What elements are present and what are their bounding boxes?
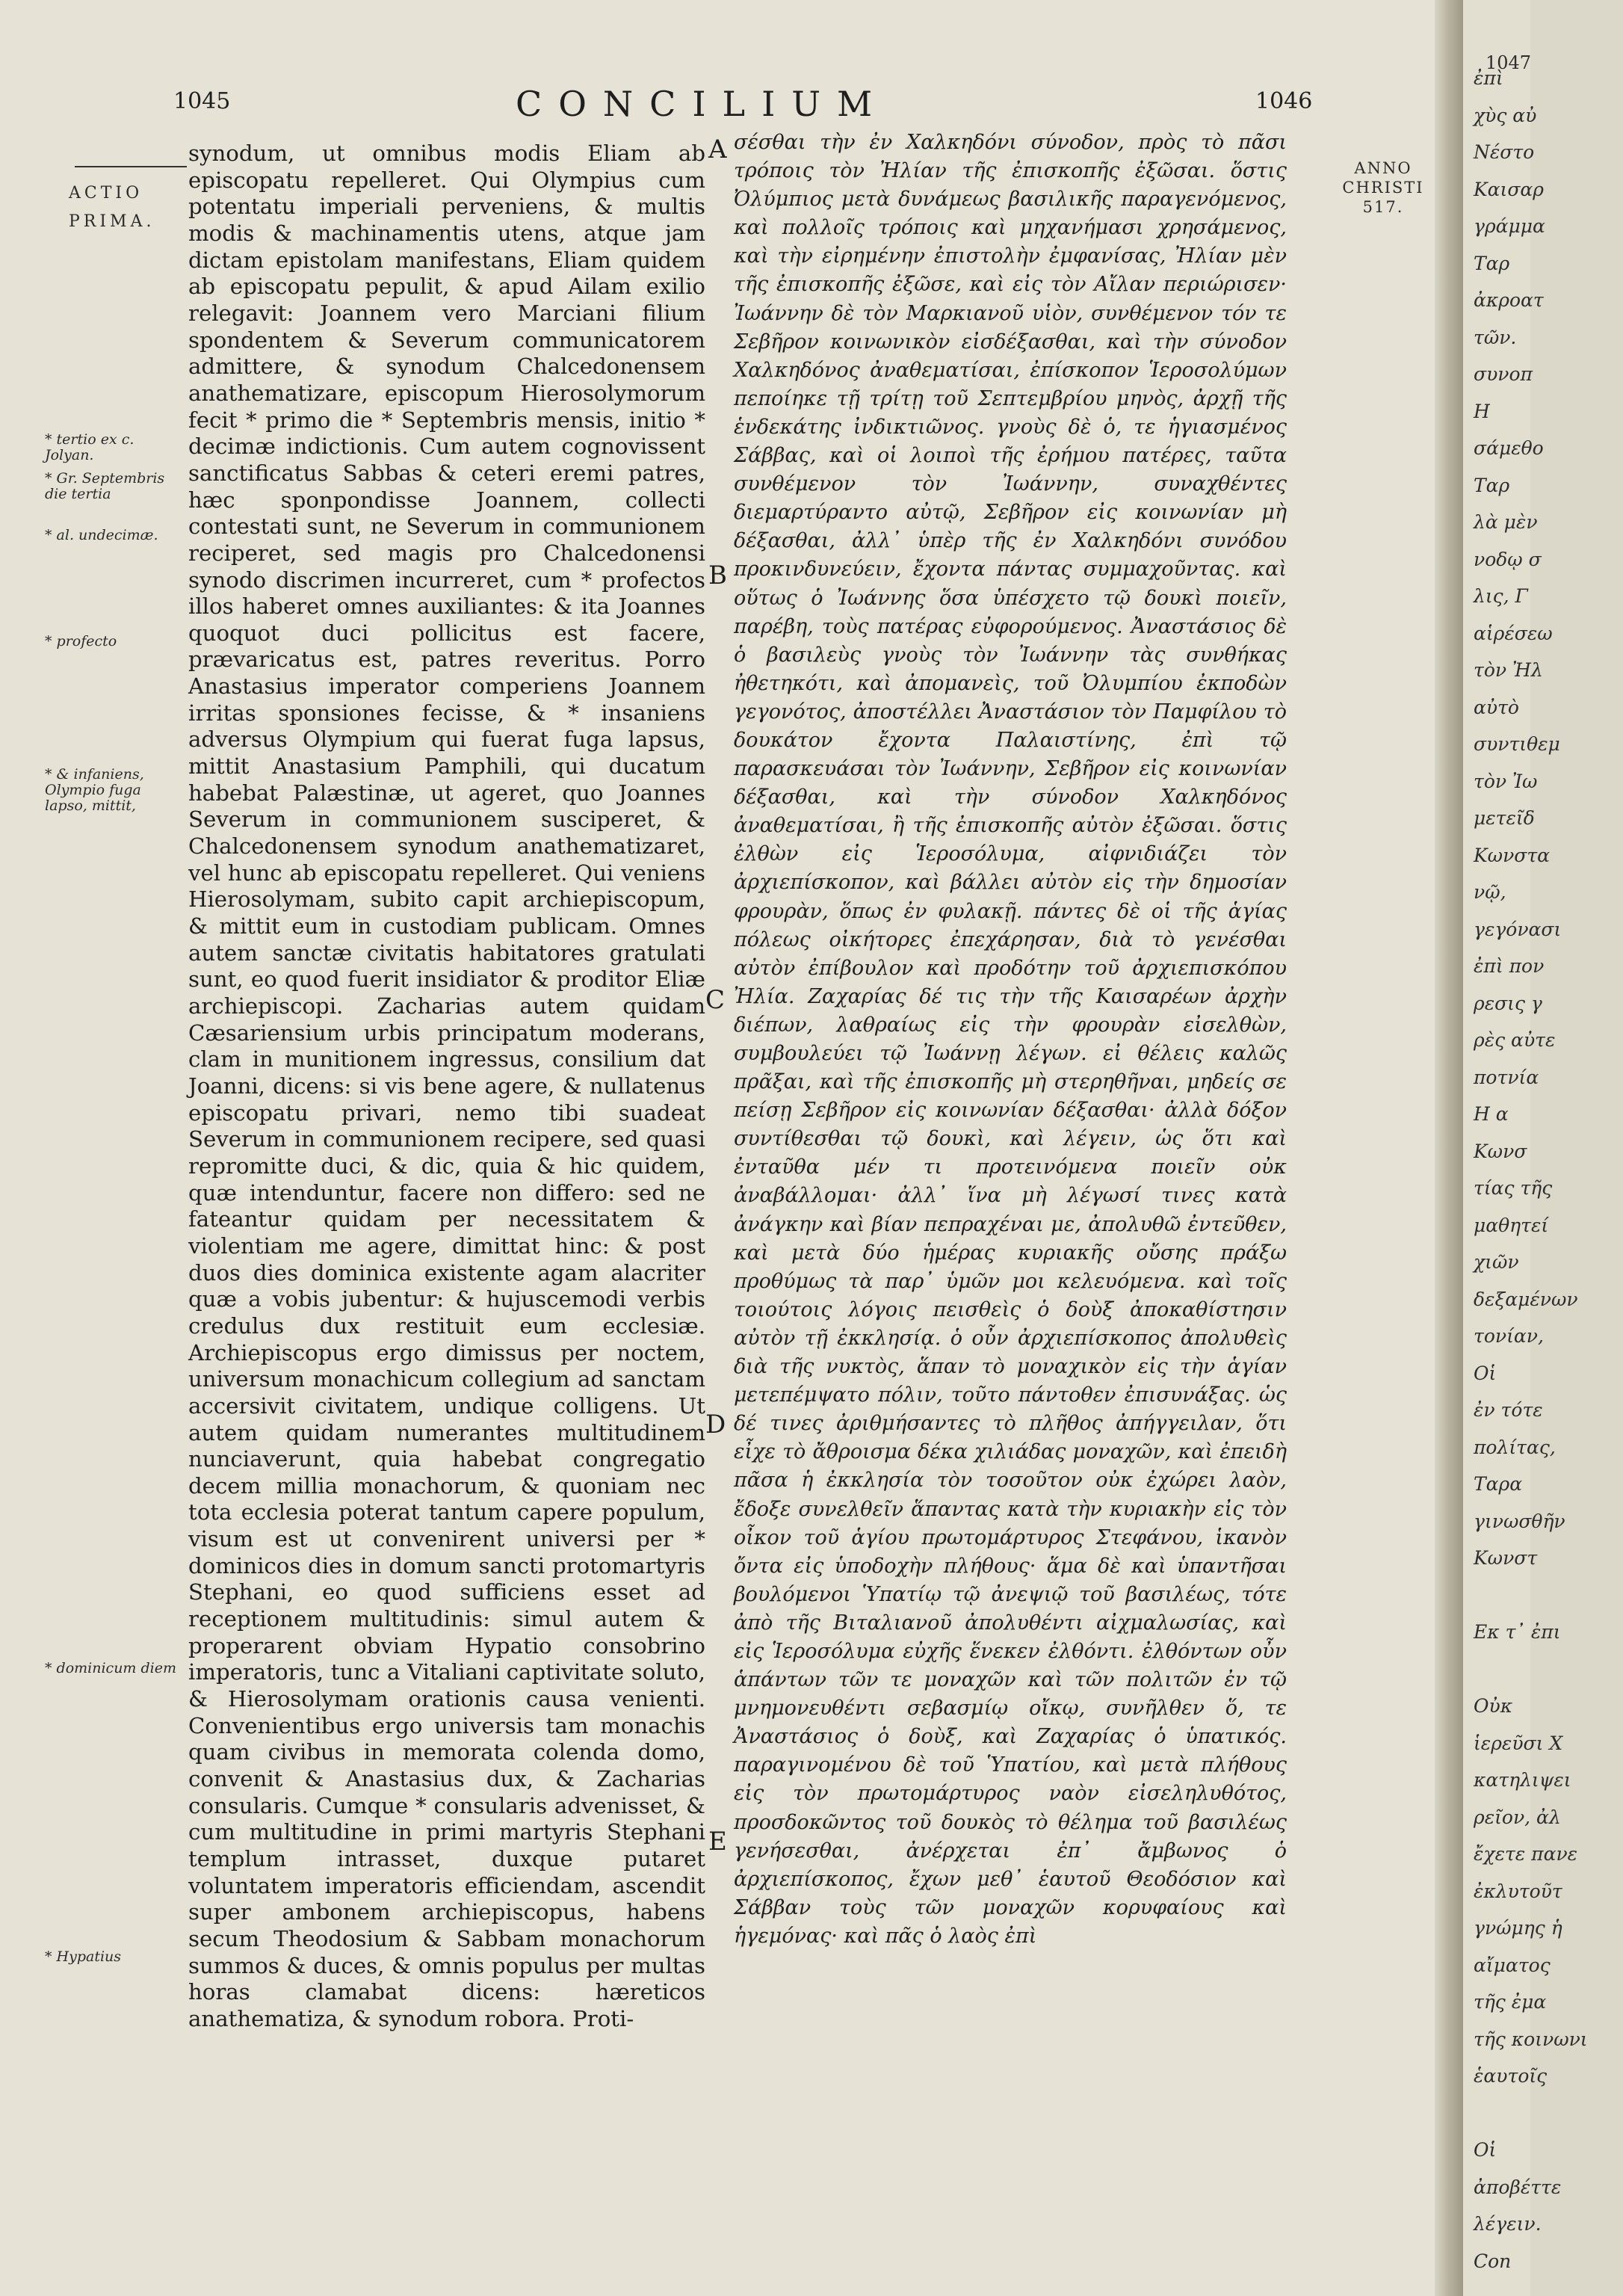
margin-note: * Hypatius <box>45 1948 122 1965</box>
section-letter: C <box>705 985 726 1015</box>
page-title: CONCILIUM <box>516 84 889 124</box>
section-letter: E <box>708 1827 727 1857</box>
page-number-left: 1045 <box>173 88 231 114</box>
margin-note: * & infaniens, Olympio fuga lapso, mittit, <box>45 766 144 814</box>
latin-column: synodum, ut omnibus modis Eliam ab episcopatu repelleret. Qui Olympius cum potentatu imperiali perveniens, & multis modis & machinamentis utens, atque jam dictam epistolam manifestans, Eliam quidem ab episcopatu pepulit, & apud Ailam exilio relegavit: Joannem vero Marciani filium spondentem & Severum communicatorem admittere, & synodum Chalcedonensem anathematizare, episcopum Hierosolymorum fecit * primo die * Septembris mensis, initio * decimæ indictionis. Cum autem cognovissent sanctificatus Sabbas & ceteri eremi patres, hæc sponpondisse Joannem, collecti contestati sunt, ne Severum in communionem reciperet, sed magis pro Chalcedonensi synodo discrimen incurreret, cum * profectos illos haberet omnes auxiliantes: & ita Joannes quoquot duci pollicitus est facere, prævaricatus est, patres reveritus. Porro Anastasius imperator comperiens Joannem irritas sponsiones fecisse, & * insaniens adversus Olympium qui fuerat fuga lapsus, mittit Anastasium Pamphili, qui ducatum habebat Palæstinæ, ut ageret, quo Joannes Severum in communionem susciperet, & Chalcedonensem synodum anathematizaret, vel hunc ab episcopatu repelleret. Qui veniens Hierosolymam, subito capit archiepiscopum, & mittit eum in custodiam publicam. Omnes autem sanctæ civitatis habitatores gratulati sunt, eo quod fuerit insidiator & proditor Eliæ archiepiscopi. Zacharias autem quidam Cæsariensium urbis principatum moderans, clam in munitionem ingressus, consilium dat Joanni, dicens: si vis bene agere, & nullatenus episcopatu privari, nemo tibi suadeat Severum in communionem recipere, sed quasi repromitte duci, & dic, quia & hic quidem, quæ intenduntur, facere non differo: sed ne fateantur quidam per necessitatem & violentiam me agere, dimittat hinc: & post duos dies dominica existente agam alacriter quæ a vobis jubentur: & hujuscemodi verbis credulus dux restituit eum ecclesiæ. Archiepiscopus ergo dimissus per noctem, universum monachicum collegium ad sanctam accersivit civitatem, undique colligens. Ut autem quidam numerantes multitudinem nunciaverunt, quia habebat congregatio decem millia monachorum, & quoniam nec tota ecclesia poterat tantum capere populum, visum est ut convenirent universi per * dominicos dies in domum sancti protomartyris Stephani, eo quod sufficiens esset ad receptionem multitudinis: simul autem & properarent obviam Hypatio consobrino imperatoris, tunc a Vitaliani captivitate soluto, & Hierosolymam orationis causa venienti. Convenientibus ergo universis tam monachis quam civibus in memorata colenda domo, convenit & Anastasius dux, & Zacharias consularis. Cumque * consularis advenisset, & cum multitudine in primi martyris Stephani templum intrasset, duxque putaret voluntatem imperatoris efficiendam, ascendit super ambonem archiepiscopus, habens secum Theodosium & Sabbam monachorum summos & duces, & omnis populus per multas horas clamabat dicens: hæreticos anathematiza, & synodum robora. Proti- <box>188 141 705 2031</box>
margin-note: * Gr. Septembris die tertia <box>45 470 165 502</box>
page-number-right: 1046 <box>1255 88 1313 114</box>
margin-note: * profecto <box>45 633 117 649</box>
section-letter: A <box>708 135 727 164</box>
section-letter: D <box>705 1410 726 1439</box>
next-page-edge <box>1463 0 1588 2296</box>
header-rule <box>75 166 187 167</box>
next-page-text: ἐπὶ χὺς αὐ Νέστο Καισαρ γράμμα Ταρ ἀκροατ τῶν. συνοπ Η σάμεθο Ταρ λὰ μὲν νοδῳ σ λις, Γ αἱρέσεω τὸν Ἠλ αὐτὸ συντιθεμ τὸν Ἰω μετεῖδ Κωνστα νῷ, γεγόνασι ἐπὶ πον ρεσις γ ρὲς αὐτε ποτνία Η α Κωνσ τίας τῆς μαθητεί χιῶν δεξαμένων τονίαν, Οἱ ἐν τότε πολίτας, Ταρα γινωσθῆν Κωνστ Εκ τ᾽ ἐπι Οὐκ ἱερεῦσι Χ κατηλιψει ρεῖον, ἀλ ἔχετε πανε ἐκλυτοῦτ γνώμης ἡ αἴματος τῆς ἐμα τῆς κοινωνι ἑαυτοῖς Οἱ ἀποβέττε λέγειν. Con <box>1474 67 1588 2272</box>
greek-column: σέσθαι τὴν ἐν Χαλκηδόνι σύνοδον, πρὸς τὸ πᾶσι τρόποις τὸν Ἠλίαν τῆς ἐπισκοπῆς ἐξῶσαι. ὅστις Ὀλύμπιος μετὰ δυνάμεως βασιλικῆς παραγενόμενος, καὶ πολλοῖς τρόποις καὶ μηχανήμασι χρησάμενος, καὶ τὴν εἰρημένην ἐπιστολὴν ἐμφανίσας, Ἠλίαν μὲν τῆς ἐπισκοπῆς ἐξῶσε, καὶ εἰς τὸν Αἴλαν περιώρισεν· Ἰωάννην δὲ τὸν Μαρκιανοῦ υἱὸν, συνθέμενον τόν τε Σεβῆρον κοινωνικὸν εἰσδέξασθαι, καὶ τὴν σύνοδον Χαλκηδόνος ἀναθεματίσαι, ἐπίσκοπον Ἱεροσολύμων πεποίηκε τῇ τρίτῃ τοῦ Σεπτεμβρίου μηνὸς, ἀρχῇ τῆς ἑνδεκάτης ἰνδικτιῶνος. γνοὺς δὲ ὁ, τε ἡγιασμένος Σάββας, καὶ οἱ λοιποὶ τῆς ἐρήμου πατέρες, ταῦτα συνθέμενον τὸν Ἰωάννην, συναχθέντες διεμαρτύραντο αὐτῷ, Σεβῆρον εἰς κοινωνίαν μὴ δέξασθαι, ἀλλ᾽ ὑπὲρ τῆς ἐν Χαλκηδόνι συνόδου προκινδυνεύειν, ἔχοντα πάντας συμμαχοῦντας. καὶ οὕτως ὁ Ἰωάννης ὅσα ὑπέσχετο τῷ δουκὶ ποιεῖν, παρέβη, τοὺς πατέρας εὐφορούμενος. Ἀναστάσιος δὲ ὁ βασιλεὺς γνοὺς τὸν Ἰωάννην τὰς συνθήκας ἠθετηκότι, καὶ ἀπομανεὶς, τοῦ Ὀλυμπίου ἐκποδὼν γεγονότος, ἀποστέλλει Ἀναστάσιον τὸν Παμφίλου τὸ δουκάτον ἔχοντα Παλαιστίνης, ἐπὶ τῷ παρασκευάσαι τὸν Ἰωάννην, Σεβῆρον εἰς κοινωνίαν δέξασθαι, καὶ τὴν σύνοδον Χαλκηδόνος ἀναθεματίσαι, ἢ τῆς ἐπισκοπῆς αὐτὸν ἐξῶσαι. ὅστις ἐλθὼν εἰς Ἱεροσόλυμα, αἰφνιδιάζει τὸν ἀρχιεπίσκοπον, καὶ βάλλει αὐτὸν εἰς τὴν δημοσίαν φρουρὰν, ὅπως ἐν φυλακῇ. πάντες δὲ οἱ τῆς ἁγίας πόλεως οἰκήτορες ἐπεχάρησαν, διὰ τὸ γενέσθαι αὐτὸν ἐπίβουλον καὶ προδότην τοῦ ἀρχιεπισκόπου Ἠλία. Ζαχαρίας δέ τις τὴν τῆς Καισαρέων ἀρχὴν διέπων, λαθραίως εἰς τὴν φρουρὰν εἰσελθὼν, συμβουλεύει τῷ Ἰωάννῃ λέγων. εἰ θέλεις καλῶς πρᾶξαι, καὶ τῆς ἐπισκοπῆς μὴ στερηθῆναι, μηδείς σε πείσῃ Σεβῆρον εἰς κοινωνίαν δέξασθαι· ἀλλὰ δόξον συντίθεσθαι τῷ δουκὶ, καὶ λέγειν, ὡς ὅτι καὶ ἐνταῦθα μέν τι προτεινόμενα ποιεῖν οὐκ ἀναβάλλομαι· ἀλλ᾽ ἵνα μὴ λέγωσί τινες κατὰ ἀνάγκην καὶ βίαν πεπραχέναι με, ἀπολυθῶ ἐντεῦθεν, καὶ μετὰ δύο ἡμέρας κυριακῆς οὔσης πράξω προθύμως τὰ παρ᾽ ὑμῶν μοι κελευόμενα. καὶ τοῖς τοιούτοις λόγοις πεισθεὶς ὁ δοὺξ ἀποκαθίστησιν αὐτὸν τῇ ἐκκλησίᾳ. ὁ οὖν ἀρχιεπίσκοπος ἀπολυθεὶς διὰ τῆς νυκτὸς, ἅπαν τὸ μοναχικὸν εἰς τὴν ἁγίαν μετεπέμψατο πόλιν, τοῦτο πάντοθεν ἐπισυνάξας. ὡς δέ τινες ἀριθμήσαντες τὸ πλῆθος ἀπήγγειλαν, ὅτι εἶχε τὸ ἄθροισμα δέκα χιλιάδας μοναχῶν, καὶ ἐπειδὴ πᾶσα ἡ ἐκκλησία τὸν τοσοῦτον οὐκ ἐχώρει λαὸν, ἔδοξε συνελθεῖν ἅπαντας κατὰ τὴν κυριακὴν εἰς τὸν οἶκον τοῦ ἁγίου πρωτομάρτυρος Στεφάνου, ἱκανὸν ὄντα εἰς ὑποδοχὴν πλήθους· ἅμα δὲ καὶ ὑπαντῆσαι βουλόμενοι Ὑπατίῳ τῷ ἀνεψιῷ τοῦ βασιλέως, τότε ἀπὸ τῆς Βιταλιανοῦ ἀπολυθέντι αἰχμαλωσίας, καὶ εἰς Ἱεροσόλυμα εὐχῆς ἕνεκεν ἐλθόντι. ἐλθόντων οὖν ἁπάντων τῶν τε μοναχῶν καὶ τῶν πολιτῶν ἐν τῷ μνημονευθέντι σεβασμίῳ οἴκῳ, συνῆλθεν ὅ, τε Ἀναστάσιος ὁ δοὺξ, καὶ Ζαχαρίας ὁ ὑπατικός. παραγινομένου δὲ τοῦ Ὑπατίου, καὶ μετὰ πλήθους εἰς τὸν πρωτομάρτυρος ναὸν εἰσεληλυθότος, προσδοκῶντος τοῦ δουκὸς τὸ θέλημα τοῦ βασιλέως γενήσεσθαι, ἀνέρχεται ἐπ᾽ ἄμβωνος ὁ ἀρχιεπίσκοπος, ἔχων μεθ᾽ ἑαυτοῦ Θεοδόσιον καὶ Σάββαν τοὺς τῶν μοναχῶν κορυφαίους καὶ ἡγεμόνας· καὶ πᾶς ὁ λαὸς ἐπὶ <box>734 131 1287 1948</box>
section-letter: B <box>708 561 727 590</box>
margin-note: * tertio ex c. Jolyan. <box>45 431 135 463</box>
margin-actio: ACTIO PRIMA. <box>69 184 155 231</box>
next-page-number: 1047 <box>1486 52 1532 73</box>
margin-anno-christi: ANNO CHRISTI 517. <box>1342 159 1424 216</box>
margin-note: * al. undecimæ. <box>45 527 158 543</box>
margin-note: * dominicum diem <box>45 1660 176 1676</box>
book-gutter <box>1435 0 1465 2296</box>
page-header <box>0 84 1453 133</box>
